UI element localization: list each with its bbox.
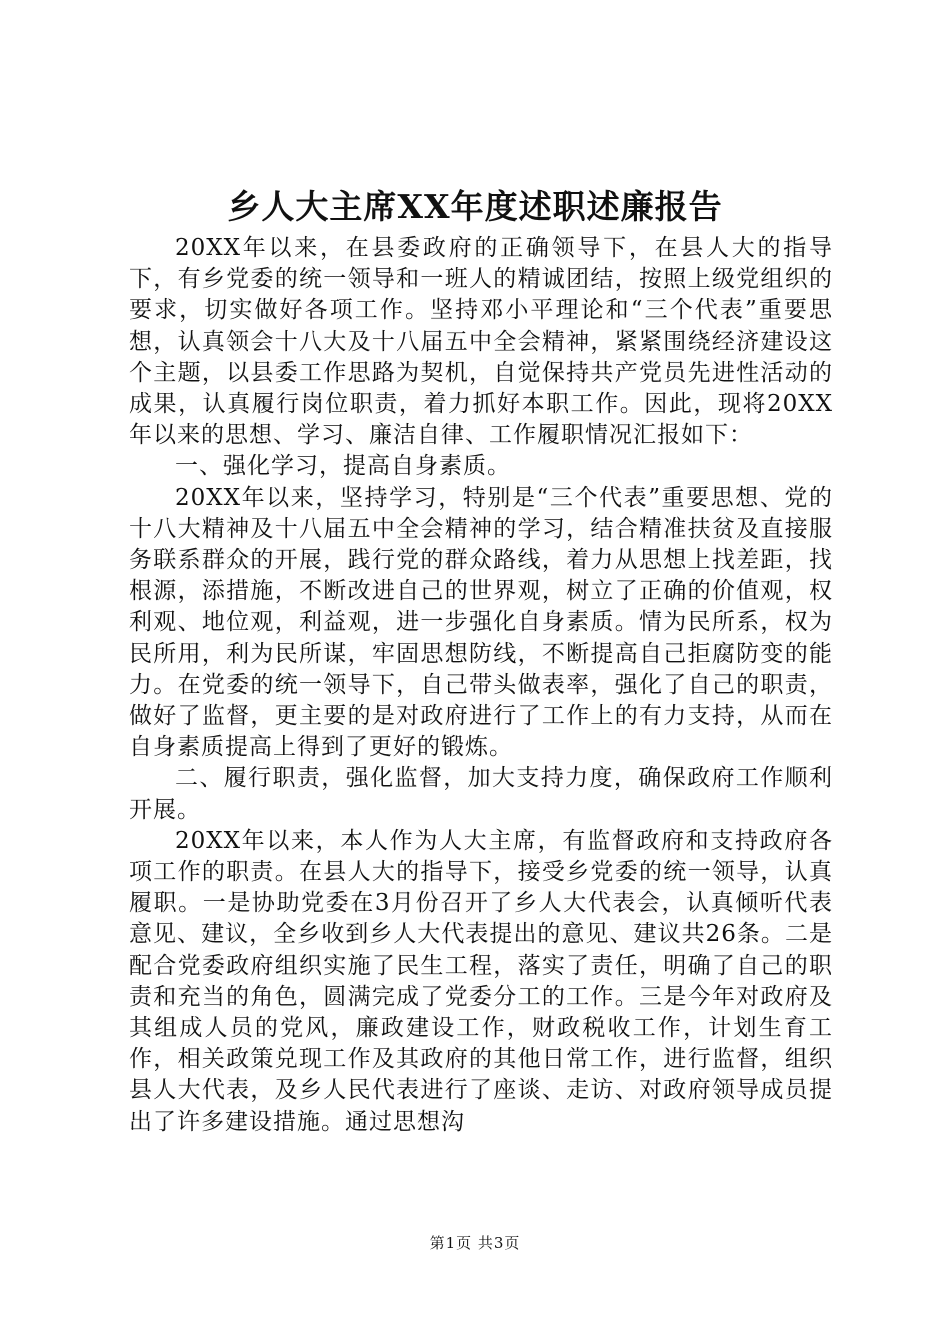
paragraph-intro: 20XX年以来，在县委政府的正确领导下，在县人大的指导下，有乡党委的统一领导和一班人的精诚团结，按照上级党组织的要求，切实做好各项工作。坚持邓小平理论和“三个代表”重要思想，认真领会十八大及十八届五中全会精神，紧紧围绕经济建设这个主题，以县委工作思路为契机，自觉保持共产党员先进性活动的成果，认真履行岗位职责，着力抓好本职工作。因此，现将20XX年以来的思想、学习、廉洁自律、工作履职情况汇报如下：: [129, 235, 833, 449]
paragraph-study: 20XX年以来，坚持学习，特别是“三个代表”重要思想、党的十八大精神及十八届五中全会精神的学习，结合精准扶贫及直接服务联系群众的开展，践行党的群众路线，着力从思想上找差距，找根源，添措施，不断改进自己的世界观，树立了正确的价值观，权利观、地位观，利益观，进一步强化自身素质。情为民所系，权为民所用，利为民所谋，牢固思想防线，不断提高自己拒腐防变的能力。在党委的统一领导下，自己带头做表率，强化了自己的职责，做好了监督，更主要的是对政府进行了工作上的有力支持，从而在自身素质提高上得到了更好的锻炼。: [129, 484, 833, 761]
document-title: 乡人大主席XX年度述职述廉报告: [227, 187, 723, 226]
section-heading-1: 一、强化学习，提高自身素质。: [175, 453, 511, 480]
document-body: [129, 233, 833, 1138]
paragraph-duties: 20XX年以来，本人作为人大主席，有监督政府和支持政府各项工作的职责。在县人大的指导下，接受乡党委的统一领导，认真履职。一是协助党委在3月份召开了乡人大代表会，认真倾听代表意见、建议，全乡收到乡人大代表提出的意见、建议共26条。二是配合党委政府组织实施了民生工程，落实了责任，明确了自己的职责和充当的角色，圆满完成了党委分工的工作。三是今年对政府及其组成人员的党风，廉政建设工作，财政税收工作，计划生育工作，相关政策兑现工作及其政府的其他日常工作，进行监督，组织县人大代表，及乡人民代表进行了座谈、走访、对政府领导成员提出了许多建设措施。通过思想沟: [129, 827, 833, 1135]
page-footer: 第1页 共3页: [429, 1234, 521, 1252]
section-heading-2: 二、履行职责，强化监督，加大支持力度，确保政府工作顺利开展。: [129, 765, 833, 823]
